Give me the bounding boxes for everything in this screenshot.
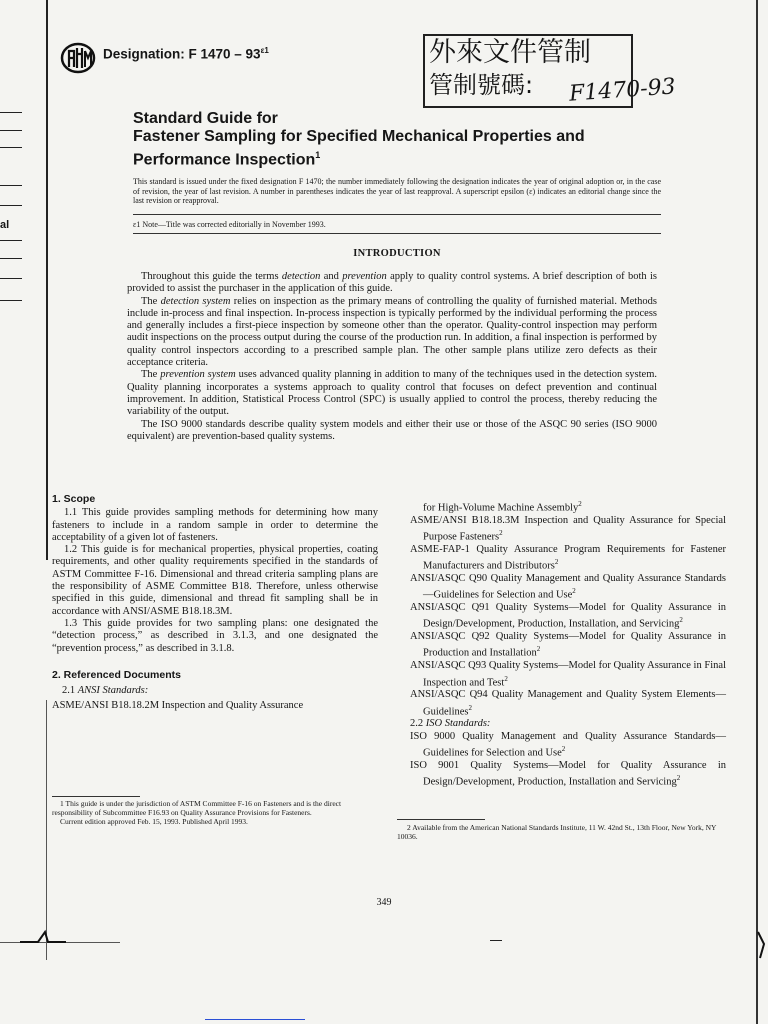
designation: Designation: F $1470 - 93^{\varepsilon 1}$ xyxy=(103,46,269,62)
page-edge-line xyxy=(756,0,758,1024)
page-number: 349 xyxy=(376,897,392,908)
intro-paragraph: Throughout this guide the terms detection and prevention apply to quality control systems. A brief description of both is provided to assist the purchaser in the application of this guide. xyxy=(127,271,657,295)
scope-paragraph: 1.1 This guide provides sampling methods for determining how many fasteners to include in a random sample in order to determine the acceptability of a given lot of fasteners. xyxy=(52,507,378,543)
footnote-1: 1 This guide is under the jurisdiction of ASTM Committee F-16 on Fasteners and is the direct responsibility of Subcommittee F16.93 on Quality Assurance Provisions for Fasteners. Current edition approved Feb. 15, 1993. Published April 1993. xyxy=(52,799,342,826)
reference-item: ASME-FAP-1 Quality Assurance Program Requirements for Fastener Manufacturers and Distributors$^2$ xyxy=(410,543,726,572)
divider xyxy=(133,233,661,234)
margin-tab-line xyxy=(0,240,22,241)
title-line-2: Fastener Sampling for Specified Mechanical Properties and xyxy=(133,128,585,145)
referenced-documents-heading: 2. Referenced Documents xyxy=(52,668,181,681)
scope-paragraph: 1.3 This guide provides for two sampling plans: one designated the “detection process,” as described in 3.1.3, and one designated the “prevention process,” as described in 3.1.8. xyxy=(52,617,378,654)
reference-item: for High-Volume Machine Assembly$^2$ xyxy=(423,500,582,514)
footnote-2: 2 Available from the American National Standards Institute, 11 W. 42nd St., 13th Floor, New York, NY 10036. xyxy=(397,823,717,841)
astm-logo-icon xyxy=(60,42,96,74)
reference-item: ANSI/ASQC Q91 Quality Systems—Model for Quality Assurance in Design/Development, Production, Installation, and Servicing$^2$ xyxy=(410,602,726,630)
margin-tab-line xyxy=(0,258,22,259)
stamp-row-1: 外來文件管制 xyxy=(429,37,591,68)
ansi-standards-subheading: 2.1 ANSI Standards: xyxy=(62,685,149,697)
bottom-pen-mark xyxy=(18,928,68,948)
handwritten-reference: F1470-93 xyxy=(568,74,677,107)
stamp-row-2: 管制號碼: xyxy=(429,71,534,99)
reference-item: ANSI/ASQC Q92 Quality Systems—Model for Quality Assurance in Production and Installation$^2$ xyxy=(410,631,726,659)
right-column xyxy=(410,498,726,789)
margin-tab-line xyxy=(0,112,22,113)
intro-paragraph: The ISO 9000 standards describe quality system models and either their use or those of the ASQC 90 series (ISO 9000 equivalent) are prevention-based quality systems. xyxy=(127,418,657,442)
scope-paragraph: 1.2 This guide is for mechanical properties, physical properties, coating requirements, and other quality requirements specified in the standards of ASTM Committee F-16. Dimensional and thread criteria sampling plans are the responsibility of ASME Committee B18. Therefore, unless otherwise specified in this guide, dimensional and thread fit sampling shall be in accordance with ANSI/ASME B18.18.3M. xyxy=(52,544,378,617)
introduction-body xyxy=(127,271,657,443)
iso-reference-list xyxy=(410,731,726,789)
introduction-heading: INTRODUCTION xyxy=(353,248,441,259)
divider xyxy=(133,214,661,215)
margin-tab-line xyxy=(0,185,22,186)
margin-tab-line xyxy=(0,300,22,301)
reference-item: ISO 9001 Quality Systems—Model for Quality Assurance in Design/Development, Production, Installation and Servicing$^2$ xyxy=(410,759,726,788)
reference-item: ASME/ANSI B18.18.2M Inspection and Quality Assurance xyxy=(52,700,304,712)
scope-heading: 1. Scope xyxy=(52,493,96,505)
editorial-note: ε1 Note—Title was corrected editorially in November 1993. xyxy=(133,220,326,229)
reference-item: ANSI/ASQC Q94 Quality Management and Quality System Elements—Guidelines$^2$ xyxy=(410,689,726,718)
page-edge-line xyxy=(46,0,48,560)
page-edge-line xyxy=(46,700,47,960)
standard-issue-note: This standard is issued under the fixed designation F 1470; the number immediately following the designation indicates the year of original adoption or, in the case of revision, the year of last revision. A number in parentheses indicates the year of last reapproval. A superscript epsilon (ε) indicates an editorial change since the last revision or reapproval. xyxy=(133,177,661,205)
left-column xyxy=(52,493,378,713)
ansi-reference-list xyxy=(410,498,726,718)
margin-tab-line xyxy=(0,278,22,279)
margin-tab-line xyxy=(0,205,22,206)
margin-fragment: al xyxy=(0,219,10,231)
reference-item: ANSI/ASQC Q90 Quality Management and Quality Assurance Standards—Guidelines for Selection and Use$^2$ xyxy=(410,572,726,601)
margin-tab-line xyxy=(0,130,22,131)
footnote-divider xyxy=(52,796,140,797)
right-edge-mark xyxy=(756,930,768,960)
reference-item: ANSI/ASQC Q93 Quality Systems—Model for Quality Assurance in Final Inspection and Test$^2$ xyxy=(410,660,726,689)
bottom-rule-right xyxy=(490,940,502,941)
iso-standards-subheading: 2.2 ISO Standards: xyxy=(410,718,491,730)
margin-tab-line xyxy=(0,147,22,148)
title-line-1: Standard Guide for xyxy=(133,110,278,127)
reference-item: ASME/ANSI B18.18.3M Inspection and Quality Assurance for Special Purpose Fasteners$^2$ xyxy=(410,514,726,543)
bottom-link-underline xyxy=(205,1019,305,1020)
intro-paragraph: The prevention system uses advanced quality planning in addition to many of the techniques used in the detection system. Quality planning incorporates a systems approach to quality control that focuses on defect prevention and continual improvement. In addition, Statistical Process Control (SPC) is usually applied to control the process, thereby reducing the variability of the output. xyxy=(127,369,657,418)
footnote-divider xyxy=(397,819,485,820)
reference-item: ISO 9000 Quality Management and Quality Assurance Standards—Guidelines for Selection and Use$^2$ xyxy=(410,730,726,759)
intro-paragraph: The detection system relies on inspection as the primary means of controlling the quality of furnished material. Methods include in-process and final inspection. In-process inspection is typically performed by the individual performing the process and generally includes a first-piece inspection by someone other than the operator. Quality-control inspection may perform audit inspections on the process output during the course of the production run. In addition, a final inspection is performed by quality control inspectors according to a prescribed sample plan. The other sample plans utilize zero defects as their acceptance criteria. xyxy=(127,295,657,369)
document-title xyxy=(133,110,693,169)
title-line-3: Performance Inspection$^1$ xyxy=(133,150,321,169)
